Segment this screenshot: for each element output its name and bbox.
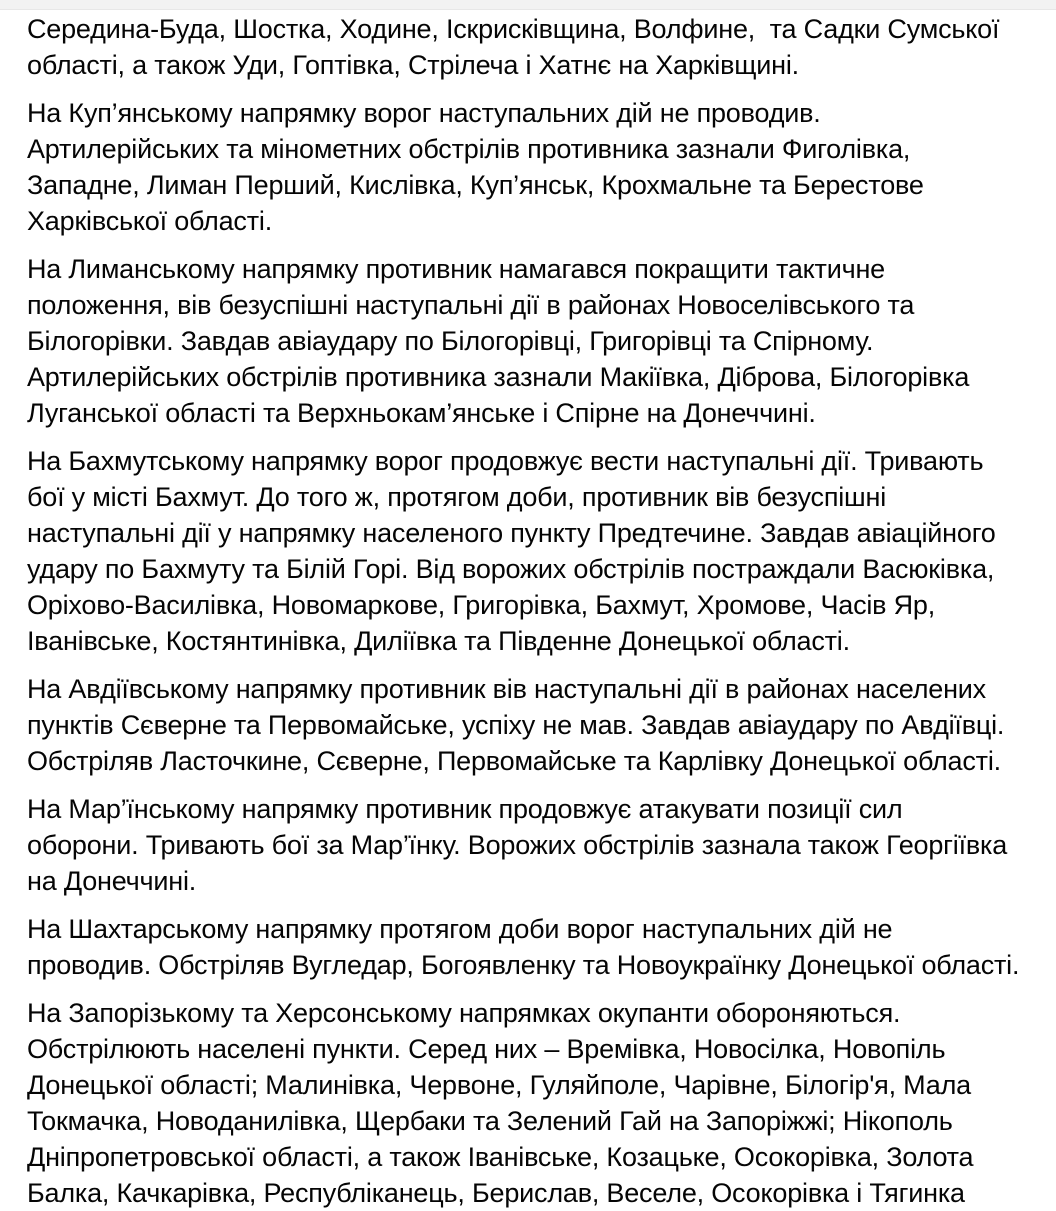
paragraph — [27, 791, 1036, 899]
report-text-body — [0, 10, 1056, 1211]
paragraphs-container — [27, 11, 1036, 1211]
text-line: На Авдіївському напрямку противник вів наступальні дії в районах населених — [27, 674, 986, 704]
text-line: положення, вів безуспішні наступальні дії в районах Новоселівського та — [27, 290, 915, 320]
text-line: Харківської області. — [27, 206, 272, 236]
paragraph — [27, 11, 1036, 83]
text-line: Обстріляв Ласточкине, Сєверне, Первомайське та Карлівку Донецької області. — [27, 746, 1001, 776]
text-line: Обстрілюють населені пункти. Серед них – Времівка, Новосілка, Новопіль — [27, 1034, 946, 1064]
text-line: пунктів Сєверне та Первомайське, успіху не мав. Завдав авіаудару по Авдіївці. — [27, 710, 1005, 740]
text-line: Западне, Лиман Перший, Кислівка, Куп’янськ, Крохмальне та Берестове — [27, 170, 924, 200]
paragraph — [27, 671, 1036, 779]
text-line: наступальні дії у напрямку населеного пункту Предтечине. Завдав авіаційного — [27, 518, 996, 548]
text-line: Оріхово-Василівка, Новомаркове, Григорівка, Бахмут, Хромове, Часів Яр, — [27, 590, 936, 620]
text-line: Луганської області та Верхньокам’янське і Спірне на Донеччині. — [27, 398, 816, 428]
paragraph — [27, 95, 1036, 239]
text-line: Артилерійських та мінометних обстрілів противника зазнали Фиголівка, — [27, 134, 911, 164]
text-line: Іванівське, Костянтинівка, Диліївка та Південне Донецької області. — [27, 626, 850, 656]
text-line: Балка, Качкарівка, Республіканець, Берислав, Веселе, Осокорівка і Тягинка — [27, 1178, 965, 1208]
text-line: Середина-Буда, Шостка, Ходине, Іскрисківщина, Волфине, та Садки Сумської — [27, 14, 1000, 44]
text-line: Дніпропетровської області, а також Іванівське, Козацьке, Осокорівка, Золота — [27, 1142, 974, 1172]
paragraph — [27, 995, 1036, 1211]
text-line: на Донеччині. — [27, 866, 197, 896]
paragraph — [27, 251, 1036, 431]
text-line: проводив. Обстріляв Вугледар, Богоявленку та Новоукраїнку Донецької області. — [27, 950, 1020, 980]
text-line: На Запорізькому та Херсонському напрямках окупанти обороняються. — [27, 998, 901, 1028]
text-line: Донецької області; Малинівка, Червоне, Гуляйполе, Чарівне, Білогір'я, Мала — [27, 1070, 971, 1100]
text-line: удару по Бахмуту та Білій Горі. Від ворожих обстрілів постраждали Васюківка, — [27, 554, 995, 584]
paragraph — [27, 443, 1036, 659]
text-line: області, а також Уди, Гоптівка, Стрілеча і Хатнє на Харківщині. — [27, 50, 799, 80]
text-line: На Лиманському напрямку противник намагався покращити тактичне — [27, 254, 885, 284]
text-line: Токмачка, Новоданилівка, Щербаки та Зелений Гай на Запоріжжі; Нікополь — [27, 1106, 953, 1136]
text-line: На Мар’їнському напрямку противник продовжує атакувати позиції сил — [27, 794, 903, 824]
text-line: оборони. Тривають бої за Мар’їнку. Ворожих обстрілів зазнала також Георгіївка — [27, 830, 1008, 860]
text-line: На Куп’янському напрямку ворог наступальних дій не проводив. — [27, 98, 821, 128]
text-line: бої у місті Бахмут. До того ж, протягом доби, противник вів безуспішні — [27, 482, 887, 512]
text-line: Білогорівки. Завдав авіаудару по Білогорівці, Григорівці та Спірному. — [27, 326, 874, 356]
text-line: Артилерійських обстрілів противника зазнали Макіївка, Діброва, Білогорівка — [27, 362, 970, 392]
content-divider — [0, 0, 1056, 10]
text-line: На Бахмутському напрямку ворог продовжує вести наступальні дії. Тривають — [27, 446, 984, 476]
paragraph — [27, 911, 1036, 983]
text-line: На Шахтарському напрямку протягом доби ворог наступальних дій не — [27, 914, 893, 944]
